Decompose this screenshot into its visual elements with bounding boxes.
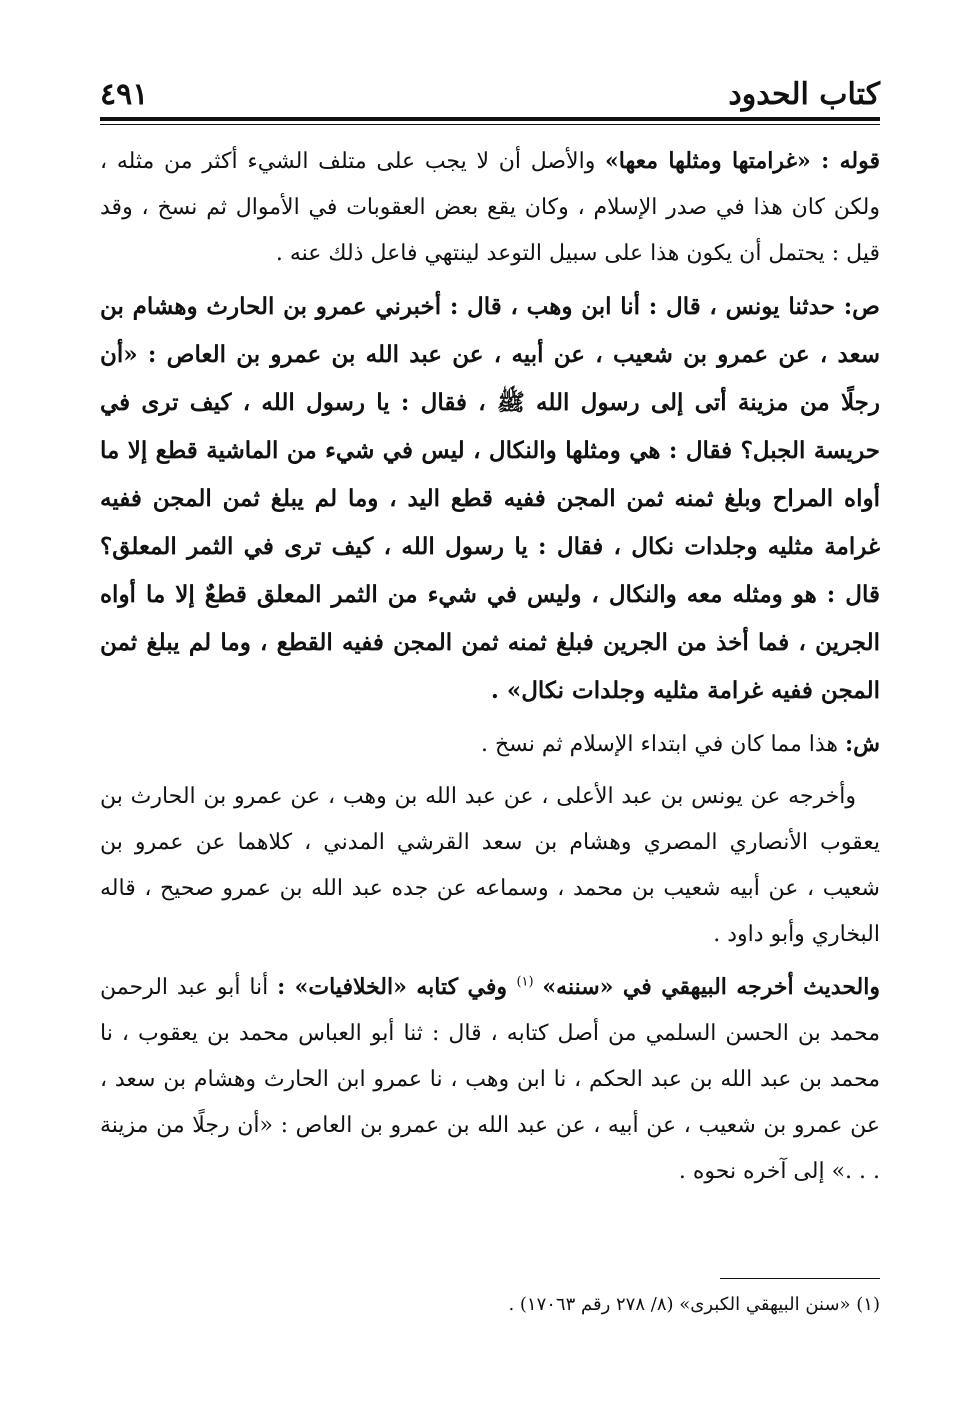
page-header	[100, 68, 880, 112]
footnote-text: (١) «سنن البيهقي الكبرى» (٨/ ٢٧٨ رقم ١٧٠٦٣) .	[508, 1294, 880, 1315]
footnote-ref[interactable]: (١)	[516, 974, 534, 990]
paragraph-text: وأخرجه عن يونس بن عبد الأعلى ، عن عبد الله بن وهب ، عن عمرو بن الحارث بن يعقوب الأنصاري المصري وهشام بن سعد القرشي المدني ، كلاهما عن عمرو بن شعيب ، عن أبيه شعيب بن محمد ، وسماعه عن جده عبد الله بن عمرو صحيح ، قاله البخاري وأبو داود .	[100, 784, 880, 947]
paragraph-sharh	[100, 721, 880, 768]
header-rule-thick	[100, 117, 880, 121]
paragraph-text: أنا أبو عبد الرحمن محمد بن الحسن السلمي من أصل كتابه ، قال : ثنا أبو العباس محمد بن يعقوب ، نا محمد بن عبد الله بن عبد الحكم ، نا ابن وهب ، نا عمرو ابن الحارث وهشام بن سعد ، عن عمرو بن شعيب ، عن أبيه ، عن عبد الله بن عمرو بن العاص : «أن رجلًا من مزينة . . .» إلى آخره نحوه .	[100, 975, 880, 1184]
chapter-title: كتاب الحدود	[728, 77, 880, 112]
bayhaqi-lead-b: وفي كتابه «الخلافيات» :	[277, 974, 517, 1000]
page-number: ٤٩١	[100, 77, 149, 112]
paragraph-text: هذا مما كان في ابتداء الإسلام ثم نسخ .	[480, 732, 846, 757]
bayhaqi-lead-a: والحديث أخرجه البيهقي في «سننه»	[542, 974, 880, 1000]
paragraph-hadith-text	[100, 283, 880, 715]
paragraph-text: والأصل أن لا يجب على متلف الشيء أكثر من مثله ، ولكن كان هذا في صدر الإسلام ، وكان يقع بعض العقوبات في الأموال ثم نسخ ، وقد قيل : يحتمل أن يكون هذا على سبيل التوعد لينتهي فاعل ذلك عنه .	[100, 149, 880, 266]
footnote	[100, 1290, 880, 1320]
paragraph-takhrij	[100, 774, 880, 958]
page-body	[100, 138, 880, 1195]
header-rule-thin	[100, 124, 880, 125]
paragraph-text: ص: حدثنا يونس ، قال : أنا ابن وهب ، قال : أخبرني عمرو بن الحارث وهشام بن سعد ، عن عمرو بن شعيب ، عن أبيه ، عن عبد الله بن عمرو بن العاص : «أن رجلًا من مزينة أتى إلى رسول الله ﷺ ، فقال : يا رسول الله ، كيف ترى في حريسة الجبل؟ فقال : هي ومثلها والنكال ، ليس في شيء من الماشية قطع إلا ما أواه المراح وبلغ ثمنه ثمن المجن ففيه قطع اليد ، وما لم يبلغ ثمن المجن ففيه غرامة مثليه وجلدات نكال ، فقال : يا رسول الله ، كيف ترى في الثمر المعلق؟ قال : هو ومثله معه والنكال ، وليس في شيء من الثمر المعلق قطعٌ إلا ما أواه الجرين ، فما أخذ من الجرين فبلغ ثمنه ثمن المجن ففيه القطع ، وما لم يبلغ ثمن المجن ففيه غرامة مثليه وجلدات نكال» .	[100, 293, 880, 704]
paragraph-bayhaqi	[100, 964, 880, 1195]
quote-lead: قوله : «غرامتها ومثلها معها»	[605, 148, 880, 174]
paragraph-commentary-1	[100, 138, 880, 277]
sharh-marker: ش:	[845, 731, 880, 757]
footnote-separator	[720, 1278, 880, 1279]
